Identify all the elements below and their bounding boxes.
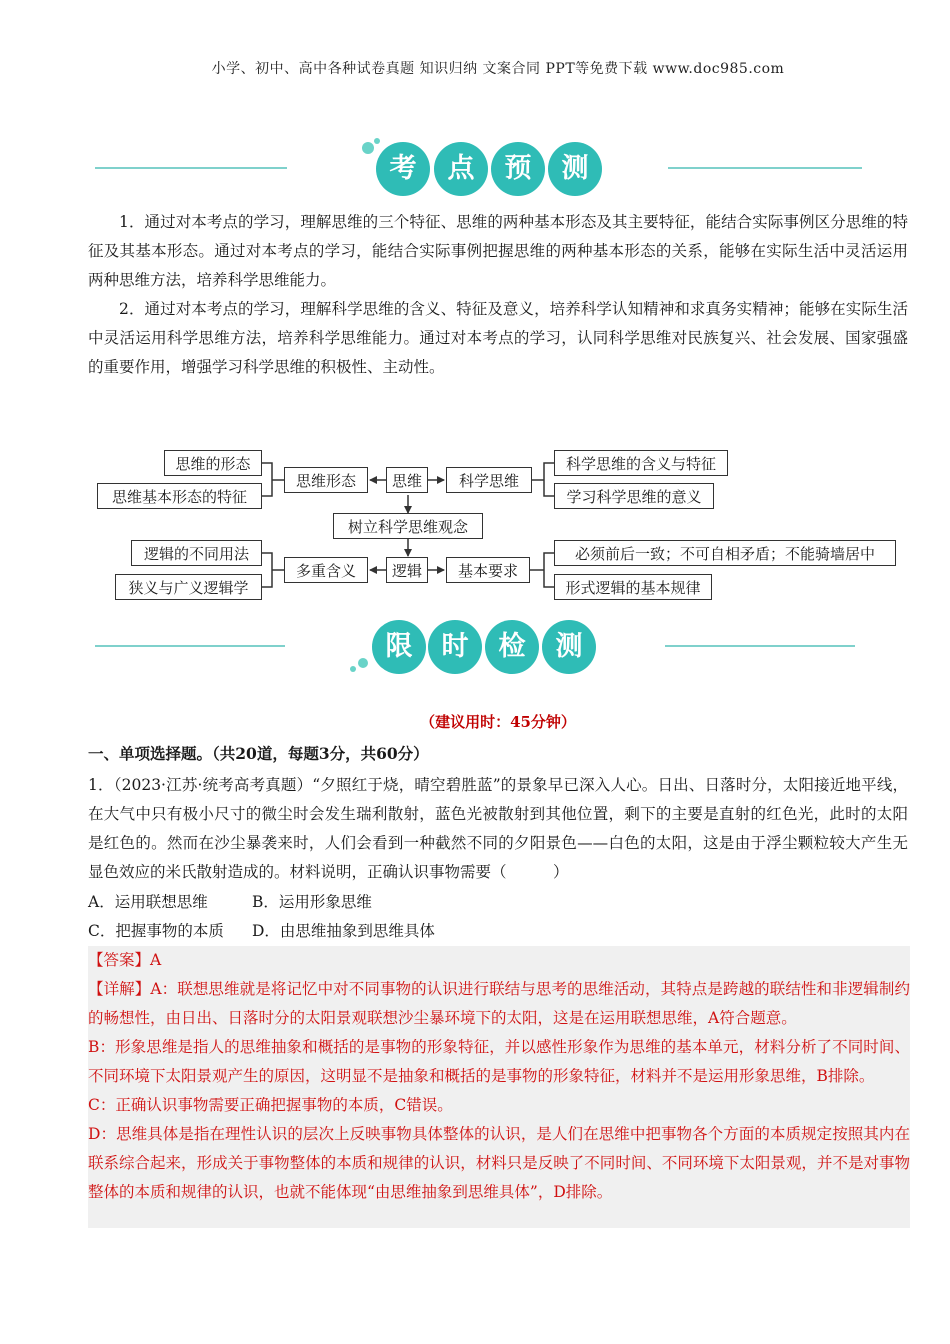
explanation-c: C：正确认识事物需要正确把握事物的本质，C错误。: [88, 1096, 453, 1114]
node-formal-rules: 形式逻辑的基本规律: [554, 574, 712, 600]
decor-dot: [358, 658, 368, 668]
option-d: D．由思维抽象到思维具体: [252, 922, 435, 940]
bracket-line: [262, 463, 272, 496]
node-basic-form-features: 思维基本形态的特征: [97, 483, 262, 509]
node-forms-of-thinking: 思维的形态: [164, 450, 262, 476]
option-b: B．运用形象思维: [252, 893, 372, 911]
banner-char: 时: [428, 620, 482, 674]
objective-1: 1．通过对本考点的学习，理解思维的三个特征、思维的两种基本形态及其主要特征，能结合实际事例区分思维的特征及其基本形态。通过对本考点的学习，能结合实际事例把握思维的两种基本形态的关系，能够在实际生活中灵活运用两种思维方法，培养科学思维能力。: [88, 213, 908, 289]
node-scientific-thinking: 科学思维: [446, 467, 532, 493]
node-different-usages: 逻辑的不同用法: [131, 540, 262, 566]
suggested-time: （建议用时：45分钟）: [420, 713, 576, 731]
answer-label: 【答案】A: [88, 951, 162, 969]
node-multiple-meanings: 多重含义: [284, 557, 368, 583]
bracket-line: [544, 463, 554, 496]
option-c: C．把握事物的本质: [88, 922, 224, 940]
banner-right-line: [665, 645, 855, 647]
node-narrow-broad: 狭义与广义逻辑学: [115, 574, 262, 600]
node-sci-significance: 学习科学思维的意义: [554, 483, 714, 509]
question-1-options: [88, 888, 435, 946]
banner-char: 测: [542, 620, 596, 674]
option-a: A．运用联想思维: [88, 893, 208, 911]
node-thinking: 思维: [386, 467, 428, 493]
banner-char: 考: [376, 142, 430, 196]
banner-char: 限: [372, 620, 426, 674]
answer-block: [88, 946, 910, 1228]
node-consistency: 必须前后一致；不可自相矛盾；不能骑墙居中: [554, 540, 896, 566]
question-1-stem: [88, 771, 908, 887]
explanation-d: D：思维具体是指在理性认识的层次上反映事物具体整体的认识，是人们在思维中把事物各个方面的本质规定按照其内在联系综合起来，形成关于事物整体的本质和规律的认识，材料只是反映了不同时间、不同环境下太阳景观，并不是对事物整体的本质和规律的认识，也就不能体现“由思维抽象到思维具体”，D排除。: [88, 1125, 910, 1201]
banner-char: 点: [434, 142, 488, 196]
section-title: 一、单项选择题。（共20道，每题3分，共60分）: [88, 744, 429, 763]
banner-char: 预: [491, 142, 545, 196]
node-sci-meaning: 科学思维的含义与特征: [554, 450, 728, 476]
xianshi-jiance-banner: [0, 620, 950, 680]
explanation-a: 【详解】A：联想思维就是将记忆中对不同事物的认识进行联结与思考的思维活动，其特点是跨越的联结性和非逻辑制约的畅想性，由日出、日落时分的太阳景观联想沙尘暴环境下的太阳，这是在运用联想思维，A符合题意。: [88, 980, 910, 1027]
page-header: 小学、初中、高中各种试卷真题 知识归纳 文案合同 PPT等免费下载 www.doc985.com: [211, 61, 785, 77]
node-basic-requirements: 基本要求: [446, 557, 530, 583]
decor-dot: [350, 666, 356, 672]
banner-char: 检: [485, 620, 539, 674]
banner-left-line: [95, 645, 285, 647]
explanation-b: B：形象思维是指人的思维抽象和概括的是事物的形象特征，并以感性形象作为思维的基本单元，材料分析了不同时间、不同环境下太阳景观产生的原因，这明显不是抽象和概括的是事物的形象特征，材料并不是运用形象思维，B排除。: [88, 1038, 910, 1085]
bracket-line: [262, 553, 272, 587]
banner-char: 测: [548, 142, 602, 196]
question-text: 1．（2023·江苏·统考高考真题）“夕照红于烧，晴空碧胜蓝”的景象早已深入人心。日出、日落时分，太阳接近地平线，在大气中只有极小尺寸的微尘时会发生瑞利散射，蓝色光被散射到其他位置，剩下的主要是直射的红色光，此时的太阳是红色的。然而在沙尘暴袭来时，人们会看到一种截然不同的夕阳景色——白色的太阳，这是由于浮尘颗粒较大产生无显色效应的米氏散射造成的。材料说明，正确认识事物需要（ ）: [88, 776, 908, 881]
objective-2: 2．通过对本考点的学习，理解科学思维的含义、特征及意义，培养科学认知精神和求真务实精神；能够在实际生活中灵活运用科学思维方法，培养科学思维能力。通过对本考点的学习，认同科学思维对民族复兴、社会发展、国家强盛的重要作用，增强学习科学思维的积极性、主动性。: [88, 300, 908, 376]
node-center: 树立科学思维观念: [333, 513, 483, 539]
node-thinking-forms: 思维形态: [284, 467, 368, 493]
bracket-line: [544, 553, 554, 587]
node-logic: 逻辑: [386, 557, 428, 583]
